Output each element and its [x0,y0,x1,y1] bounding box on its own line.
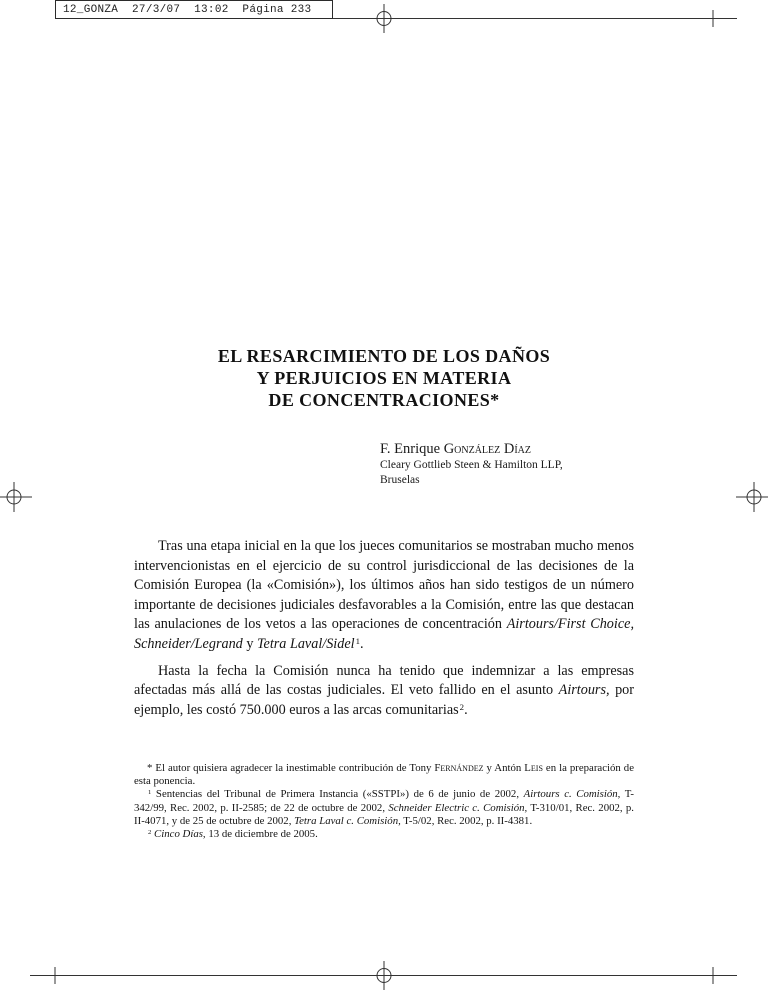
paragraph-2: Hasta la fecha la Comisión nunca ha tenido que indemnizar a las empresas afectadas más allá de las costas judiciales. El veto fallido en el asunto Airtours, por ejemplo, les costó 750.000 euros a las arcas comunitarias$^2$. [134,662,634,718]
title-line: Y PERJUICIOS EN MATERIA [256,368,512,388]
author-affiliation: Cleary Gottlieb Steen & Hamilton LLP, [380,459,563,471]
body-text [134,537,634,720]
article-title [0,345,768,411]
author-name: F. Enrique González Díaz [380,441,532,457]
print-header [55,0,333,19]
title-line: EL RESARCIMIENTO DE LOS DAÑOS [217,346,551,366]
footnote-1: $^1$ Sentencias del Tribunal de Primera Instancia («SSTPI») de 6 de junio de 2002, Airtours c. Comisión, T-342/99, Rec. 2002, p. II-2585; de 22 de octubre de 2002, Schneider Electric c. Comisión, T-310/01, Rec. 2002, p. II-4071, y de 25 de octubre de 2002, Tetra Laval c. Comisión, T-5/02, Rec. 2002, p. II-4381. [134,788,634,827]
right-registration-circle [747,490,761,504]
title-line: DE CONCENTRACIONES* [268,390,500,410]
footnotes [134,762,634,841]
footnote-asterisk: * El autor quisiera agradecer la inestimable contribución de Tony Fernández y Antón Leis en la preparación de esta ponencia. [134,762,634,788]
footnote-2: $^2$ Cinco Días, 13 de diciembre de 2005. [148,828,318,841]
top-registration-circle [377,12,391,26]
print-header-text: 12_GONZA 27/3/07 13:02 Página 233 [63,3,312,16]
author-city: Bruselas [380,473,420,486]
author-block [380,440,680,487]
paragraph-1: Tras una etapa inicial en la que los jueces comunitarios se mostraban mucho menos intervencionistas en el ejercicio de su control jurisdiccional de las decisiones de la Comisión Europea (la «Comisión»), los últimos años han sido testigos de un número importante de decisiones judiciales desfavorables a la Comisión, entre las que destacan las anulaciones de los vetos a las operaciones de concentración Airtours/First Choice, Schneider/Legrand y Tetra Laval/Sidel$^1$. [134,538,634,652]
left-registration-circle [7,490,21,504]
bottom-registration-circle [377,969,391,983]
